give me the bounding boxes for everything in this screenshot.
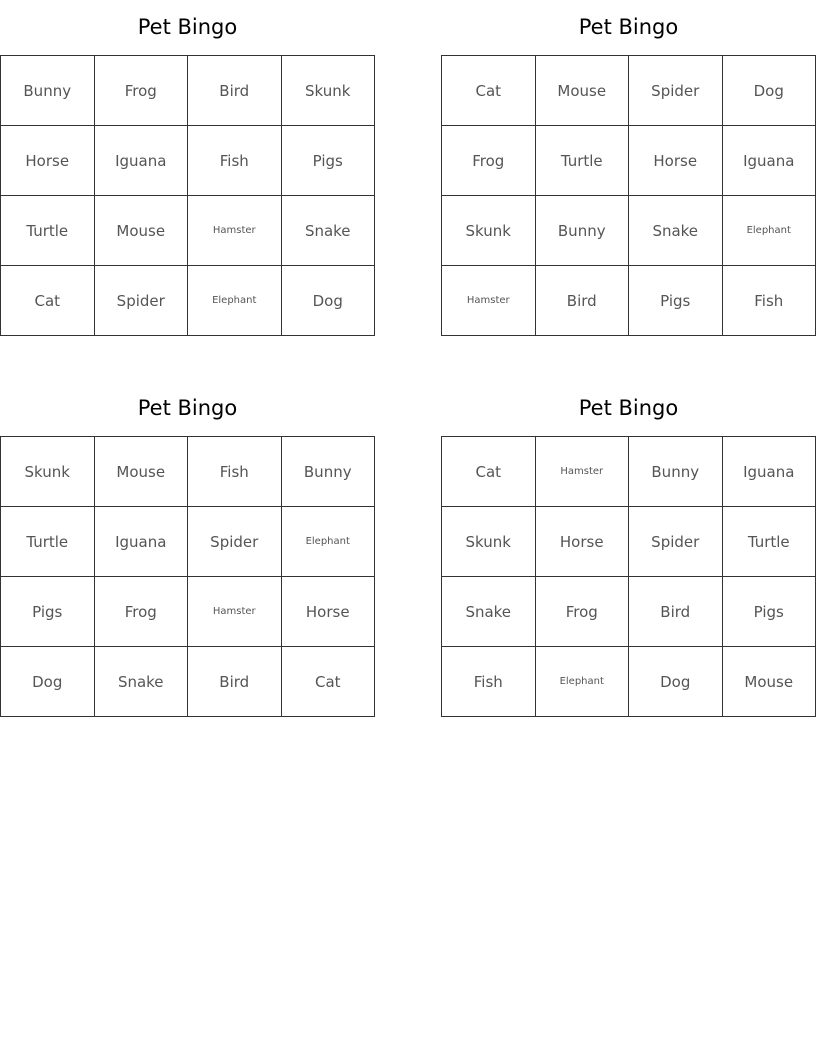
bingo-cell: Frog xyxy=(95,56,189,126)
bingo-cell: Spider xyxy=(188,507,282,577)
bingo-cell: Horse xyxy=(1,126,95,196)
bingo-cell: Bird xyxy=(536,266,630,336)
bingo-cell: Dog xyxy=(1,647,95,717)
bingo-cell: Skunk xyxy=(282,56,376,126)
bingo-grid xyxy=(0,55,375,336)
bingo-cell: Pigs xyxy=(1,577,95,647)
bingo-cell: Cat xyxy=(442,437,536,507)
bingo-grid xyxy=(441,55,816,336)
bingo-cell: Horse xyxy=(536,507,630,577)
bingo-cell: Turtle xyxy=(723,507,816,577)
bingo-cell: Pigs xyxy=(282,126,376,196)
bingo-cell: Mouse xyxy=(95,196,189,266)
bingo-cell: Hamster xyxy=(188,196,282,266)
bingo-grid xyxy=(441,436,816,717)
bingo-cell: Horse xyxy=(629,126,723,196)
bingo-cell: Iguana xyxy=(95,507,189,577)
card-title: Pet Bingo xyxy=(578,396,679,420)
card-title: Pet Bingo xyxy=(137,15,238,39)
bingo-cell: Frog xyxy=(95,577,189,647)
bingo-cell: Skunk xyxy=(442,196,536,266)
bingo-cell: Elephant xyxy=(188,266,282,336)
bingo-cell: Mouse xyxy=(723,647,816,717)
bingo-cell: Spider xyxy=(629,56,723,126)
bingo-cell: Iguana xyxy=(723,437,816,507)
bingo-cell: Turtle xyxy=(536,126,630,196)
bingo-cell: Skunk xyxy=(1,437,95,507)
bingo-card-4 xyxy=(441,381,816,717)
bingo-cell: Bunny xyxy=(282,437,376,507)
bingo-cell: Hamster xyxy=(442,266,536,336)
bingo-cell: Iguana xyxy=(723,126,816,196)
bingo-cell: Cat xyxy=(282,647,376,717)
bingo-cell: Frog xyxy=(442,126,536,196)
bingo-card-2 xyxy=(441,0,816,336)
bingo-cell: Cat xyxy=(1,266,95,336)
bingo-cell: Pigs xyxy=(723,577,816,647)
bingo-cell: Elephant xyxy=(536,647,630,717)
bingo-cell: Bird xyxy=(188,56,282,126)
bingo-cell: Snake xyxy=(282,196,376,266)
bingo-cell: Bunny xyxy=(629,437,723,507)
bingo-cell: Bunny xyxy=(536,196,630,266)
card-title: Pet Bingo xyxy=(137,396,238,420)
bingo-cell: Snake xyxy=(95,647,189,717)
bingo-cell: Fish xyxy=(723,266,816,336)
bingo-cell: Snake xyxy=(442,577,536,647)
bingo-cell: Cat xyxy=(442,56,536,126)
bingo-cell: Mouse xyxy=(95,437,189,507)
bingo-grid xyxy=(0,436,375,717)
bingo-cell: Spider xyxy=(95,266,189,336)
bingo-cell: Frog xyxy=(536,577,630,647)
bingo-cell: Dog xyxy=(282,266,376,336)
bingo-cell: Pigs xyxy=(629,266,723,336)
bingo-cell: Hamster xyxy=(536,437,630,507)
bingo-card-3 xyxy=(0,381,375,717)
bingo-cell: Spider xyxy=(629,507,723,577)
bingo-cell: Fish xyxy=(188,437,282,507)
bingo-cell: Dog xyxy=(723,56,816,126)
bingo-cell: Fish xyxy=(188,126,282,196)
card-title: Pet Bingo xyxy=(578,15,679,39)
bingo-cell: Turtle xyxy=(1,507,95,577)
bingo-cell: Hamster xyxy=(188,577,282,647)
bingo-cell: Horse xyxy=(282,577,376,647)
bingo-cell: Iguana xyxy=(95,126,189,196)
bingo-card-1 xyxy=(0,0,375,336)
bingo-cell: Bird xyxy=(188,647,282,717)
bingo-cell: Snake xyxy=(629,196,723,266)
bingo-cell: Skunk xyxy=(442,507,536,577)
bingo-cell: Bunny xyxy=(1,56,95,126)
bingo-cell: Mouse xyxy=(536,56,630,126)
bingo-cell: Elephant xyxy=(723,196,816,266)
bingo-cell: Bird xyxy=(629,577,723,647)
bingo-cell: Turtle xyxy=(1,196,95,266)
bingo-cell: Fish xyxy=(442,647,536,717)
bingo-cell: Elephant xyxy=(282,507,376,577)
bingo-cell: Dog xyxy=(629,647,723,717)
